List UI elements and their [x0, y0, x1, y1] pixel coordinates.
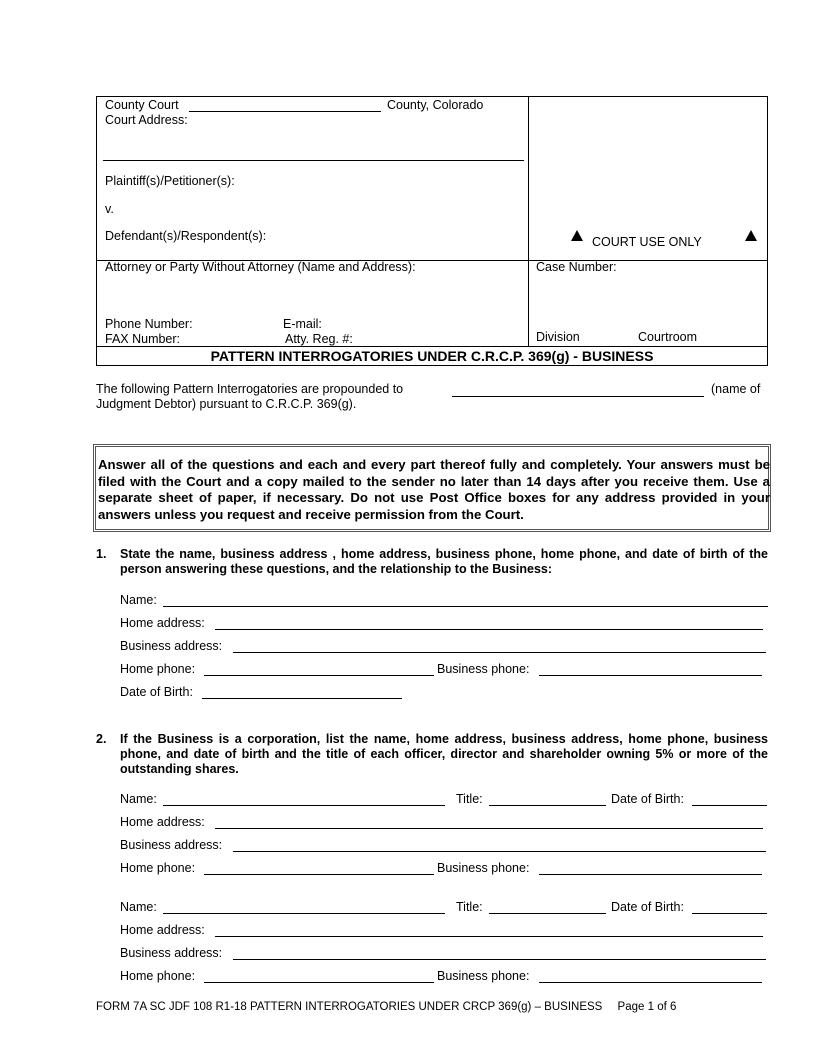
- county-colorado-label: County, Colorado: [387, 98, 484, 112]
- intro-text-before: The following Pattern Interrogatories are propounded to: [96, 382, 404, 396]
- versus-label: v.: [105, 202, 114, 216]
- plaintiff-label: Plaintiff(s)/Petitioner(s):: [105, 174, 235, 188]
- triangle-up-icon: [571, 230, 583, 241]
- intro-line-1: [96, 382, 403, 396]
- question-1-number: 1.: [96, 547, 107, 561]
- q2-home-phone-field[interactable]: [204, 982, 434, 983]
- q2-business-phone-field[interactable]: [539, 982, 762, 983]
- q1-name-label: Name:: [120, 593, 157, 607]
- question-2-text: If the Business is a corporation, list the name, home address, business address, home phone, business phone, and date of birth and the title of each officer, director and shareholder owning 5% or more of the outstanding shares.: [120, 732, 768, 776]
- q1-dob-label: Date of Birth:: [120, 685, 193, 699]
- page-footer: [96, 1001, 676, 1013]
- instructions-notice-text: Answer all of the questions and each and every part thereof fully and completely. Your answers must be filed with the Court and a copy mailed to the sender no later than 14 days after you receive them. Use a separate sheet of paper, if necessary. Do not use Post Office boxes for any address provided in your answers unless you request and receive permission from the Court.: [98, 457, 770, 522]
- q1-dob-field[interactable]: [202, 698, 402, 699]
- q2-title-label: Title:: [456, 900, 483, 914]
- case-caption-box: [96, 96, 768, 366]
- q2-name-field[interactable]: [163, 805, 445, 806]
- q2-title-field[interactable]: [489, 913, 606, 914]
- q2-home-address-label: Home address:: [120, 815, 205, 829]
- q2-home-phone-label: Home phone:: [120, 861, 196, 875]
- phone-number-label: Phone Number:: [105, 317, 193, 331]
- case-number-label: Case Number:: [536, 260, 617, 274]
- q2-name-label: Name:: [120, 900, 157, 914]
- question-1-text: State the name, business address , home address, business phone, home phone, and date of birth of the person answering these questions, and the relationship to the Business:: [120, 547, 768, 576]
- q2-dob-label: Date of Birth:: [611, 792, 684, 806]
- instructions-notice-box: [93, 444, 771, 532]
- q2-home-phone-label: Home phone:: [120, 969, 196, 983]
- q2-dob-field[interactable]: [692, 913, 767, 914]
- footer-form-id: FORM 7A SC JDF 108 R1-18 PATTERN INTERROGATORIES UNDER CRCP 369(g) – BUSINESS: [96, 1001, 603, 1013]
- q2-business-phone-label: Business phone:: [437, 969, 530, 983]
- q1-business-address-label: Business address:: [120, 639, 223, 653]
- q1-name-field[interactable]: [163, 606, 768, 607]
- q1-business-phone-field[interactable]: [539, 675, 762, 676]
- q1-home-address-field[interactable]: [215, 629, 763, 630]
- county-court-label: County Court: [105, 98, 179, 112]
- court-address-field[interactable]: [103, 160, 524, 161]
- caption-divider-vertical: [528, 97, 529, 346]
- form-title: PATTERN INTERROGATORIES UNDER C.R.C.P. 369(g) - BUSINESS: [210, 348, 654, 364]
- triangle-up-icon: [745, 230, 757, 241]
- q2-name-label: Name:: [120, 792, 157, 806]
- q2-home-address-field[interactable]: [215, 936, 763, 937]
- court-address-label: Court Address:: [105, 113, 188, 127]
- q2-business-address-label: Business address:: [120, 946, 223, 960]
- q2-home-phone-field[interactable]: [204, 874, 434, 875]
- question-2-number: 2.: [96, 732, 107, 746]
- q2-dob-field[interactable]: [692, 805, 767, 806]
- q1-home-phone-label: Home phone:: [120, 662, 196, 676]
- q1-home-phone-field[interactable]: [204, 675, 434, 676]
- judgment-debtor-name-field[interactable]: [452, 396, 704, 397]
- q1-home-address-label: Home address:: [120, 616, 205, 630]
- q1-business-address-field[interactable]: [233, 652, 766, 653]
- footer-page-number: Page 1 of 6: [617, 1001, 677, 1013]
- courtroom-label: Courtroom: [638, 330, 698, 344]
- court-use-only-label: COURT USE ONLY: [592, 235, 702, 249]
- attorney-label: Attorney or Party Without Attorney (Name and Address):: [105, 260, 416, 274]
- defendant-label: Defendant(s)/Respondent(s):: [105, 229, 267, 243]
- q2-business-address-field[interactable]: [233, 959, 766, 960]
- intro-line-2: Judgment Debtor) pursuant to C.R.C.P. 369(g).: [96, 397, 357, 411]
- q2-title-label: Title:: [456, 792, 483, 806]
- fax-number-label: FAX Number:: [105, 332, 181, 346]
- q2-business-address-label: Business address:: [120, 838, 223, 852]
- email-label: E-mail:: [283, 317, 322, 331]
- q2-dob-label: Date of Birth:: [611, 900, 684, 914]
- q2-home-address-field[interactable]: [215, 828, 763, 829]
- q2-home-address-label: Home address:: [120, 923, 205, 937]
- q2-business-address-field[interactable]: [233, 851, 766, 852]
- title-divider: [97, 346, 767, 347]
- q1-business-phone-label: Business phone:: [437, 662, 530, 676]
- atty-reg-label: Atty. Reg. #:: [285, 332, 353, 346]
- q2-business-phone-label: Business phone:: [437, 861, 530, 875]
- intro-text-after: (name of: [711, 382, 761, 396]
- division-label: Division: [536, 330, 580, 344]
- q2-business-phone-field[interactable]: [539, 874, 762, 875]
- q2-title-field[interactable]: [489, 805, 606, 806]
- q2-name-field[interactable]: [163, 913, 445, 914]
- county-name-field[interactable]: [189, 111, 381, 112]
